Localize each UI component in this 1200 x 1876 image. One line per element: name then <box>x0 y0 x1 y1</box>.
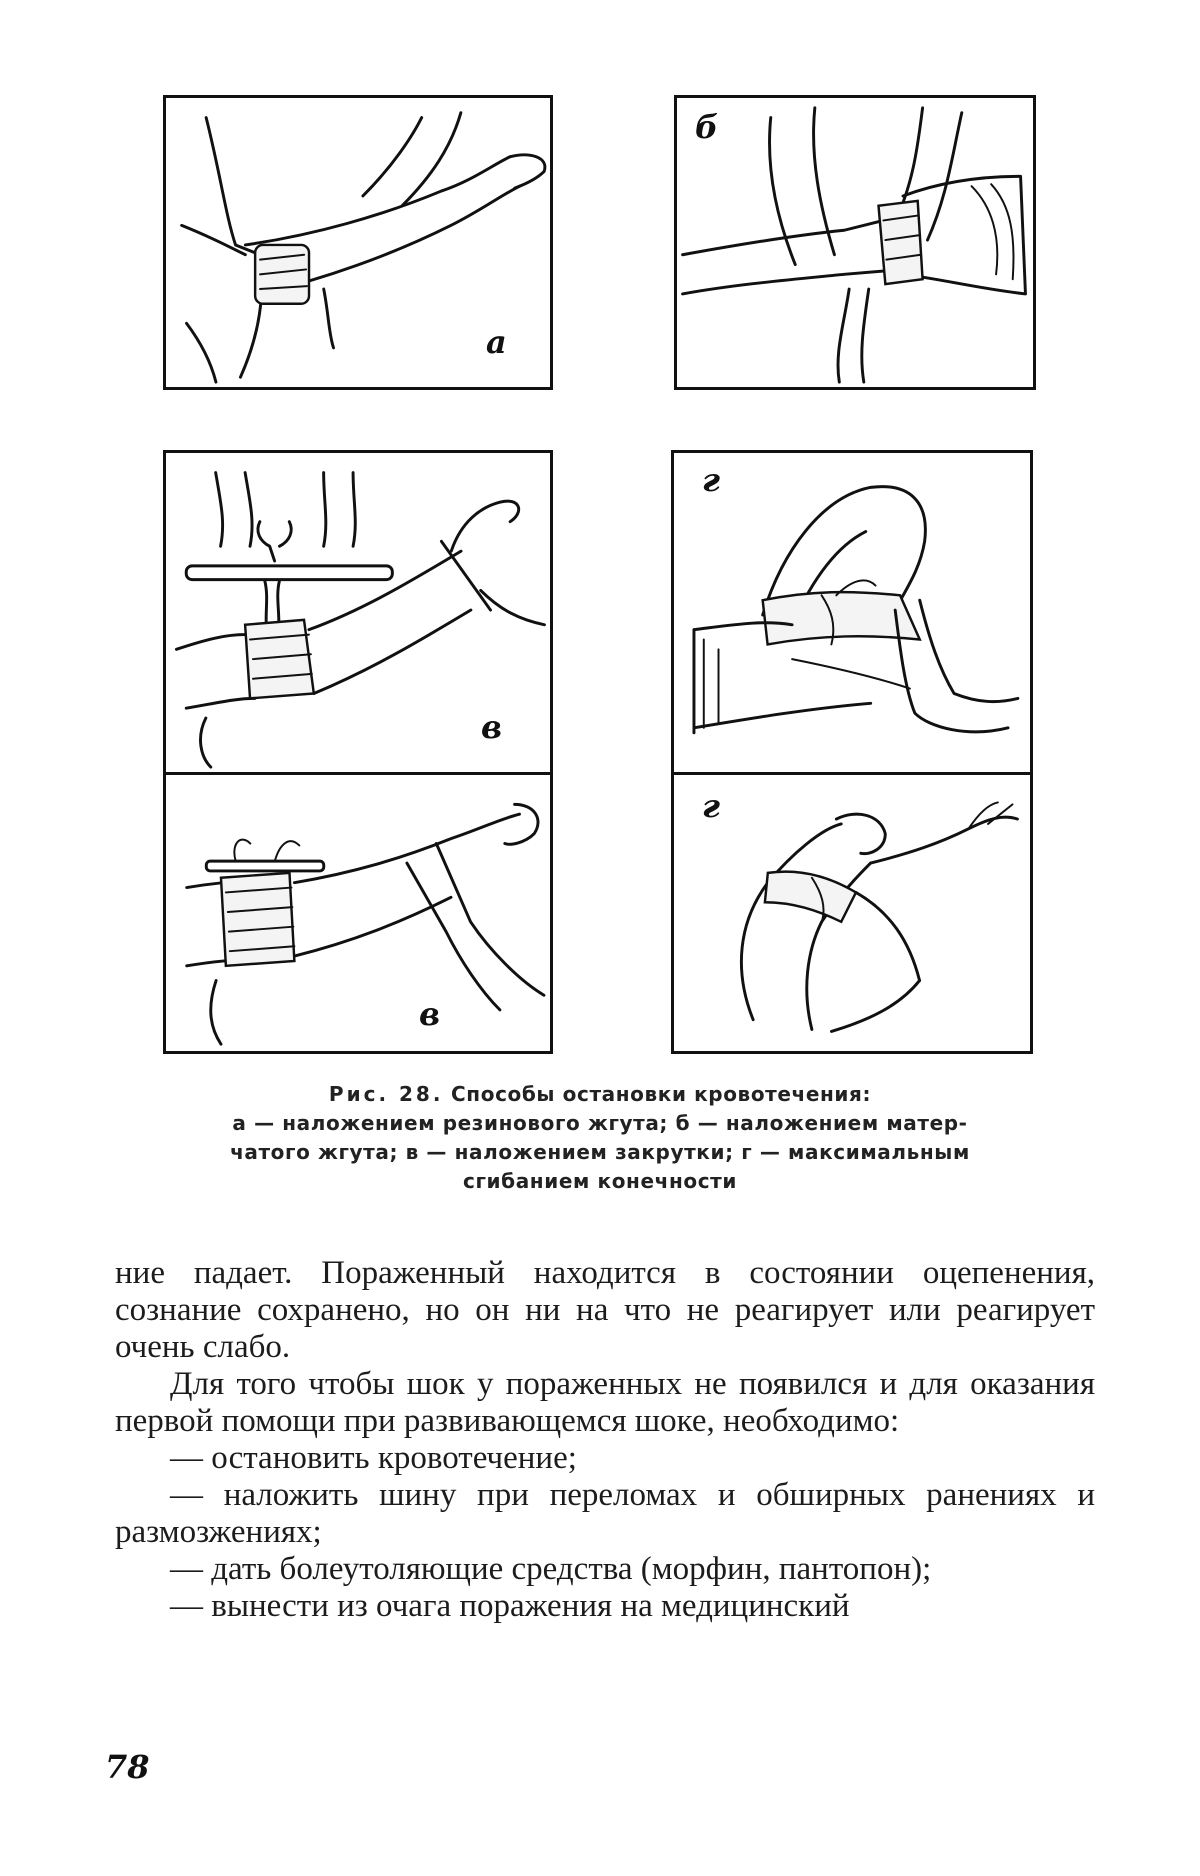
caption-figure-label: Рис. 28. <box>328 1082 444 1106</box>
figure-panel-g2 <box>671 772 1033 1054</box>
page-number: 78 <box>105 1748 150 1786</box>
paragraph-shock-measures: Для того чтобы шок у пораженных не появился и для оказания первой помощи при развивающемся шоке, необходимо: <box>115 1366 1095 1439</box>
paragraph-continuation: ние падает. Пораженный находится в состоянии оцепенения, сознание сохранено, но он ни на что не реагирует или реагирует очень слабо. <box>115 1255 1095 1365</box>
panel-letter-g1: г <box>702 461 720 499</box>
panel-letter-a: а <box>486 323 507 361</box>
figure-panel-g1 <box>671 450 1033 775</box>
panel-letter-g2: г <box>702 787 720 825</box>
caption-line-4: сгибанием конечности <box>463 1169 737 1193</box>
caption-line-1 <box>150 1080 1050 1109</box>
list-item-apply-splint: — наложить шину при переломах и обширных ранениях и размозжениях; <box>115 1477 1095 1550</box>
figure-panel-v1 <box>163 450 553 775</box>
panel-letter-v1: в <box>481 708 503 746</box>
panel-letter-b: б <box>695 108 719 146</box>
limb-flexion-illustration-arm <box>674 775 1030 1051</box>
tourniquet-illustration-b <box>677 98 1033 387</box>
caption-title: Способы остановки кровотечения: <box>451 1082 872 1106</box>
limb-flexion-illustration-leg <box>674 453 1030 772</box>
figure-panel-a <box>163 95 553 390</box>
figure-caption <box>150 1080 1050 1196</box>
figure-panel-v2 <box>163 772 553 1054</box>
list-item-painkillers: — дать болеутоляющие средства (морфин, пантопон); <box>170 1551 932 1587</box>
figure-panel-b <box>674 95 1036 390</box>
list-item-stop-bleeding: — остановить кровотечение; <box>170 1440 577 1476</box>
body-text <box>115 1255 1095 1625</box>
panel-letter-v2: в <box>419 995 441 1033</box>
twist-tourniquet-illustration-bottom <box>166 775 550 1051</box>
caption-line-2: а — наложением резинового жгута; б — наложением матер- <box>232 1111 968 1135</box>
caption-line-3: чатого жгута; в — наложением закрутки; г — максимальным <box>230 1140 970 1164</box>
list-item-evacuate: — вынести из очага поражения на медицинский <box>170 1588 850 1624</box>
